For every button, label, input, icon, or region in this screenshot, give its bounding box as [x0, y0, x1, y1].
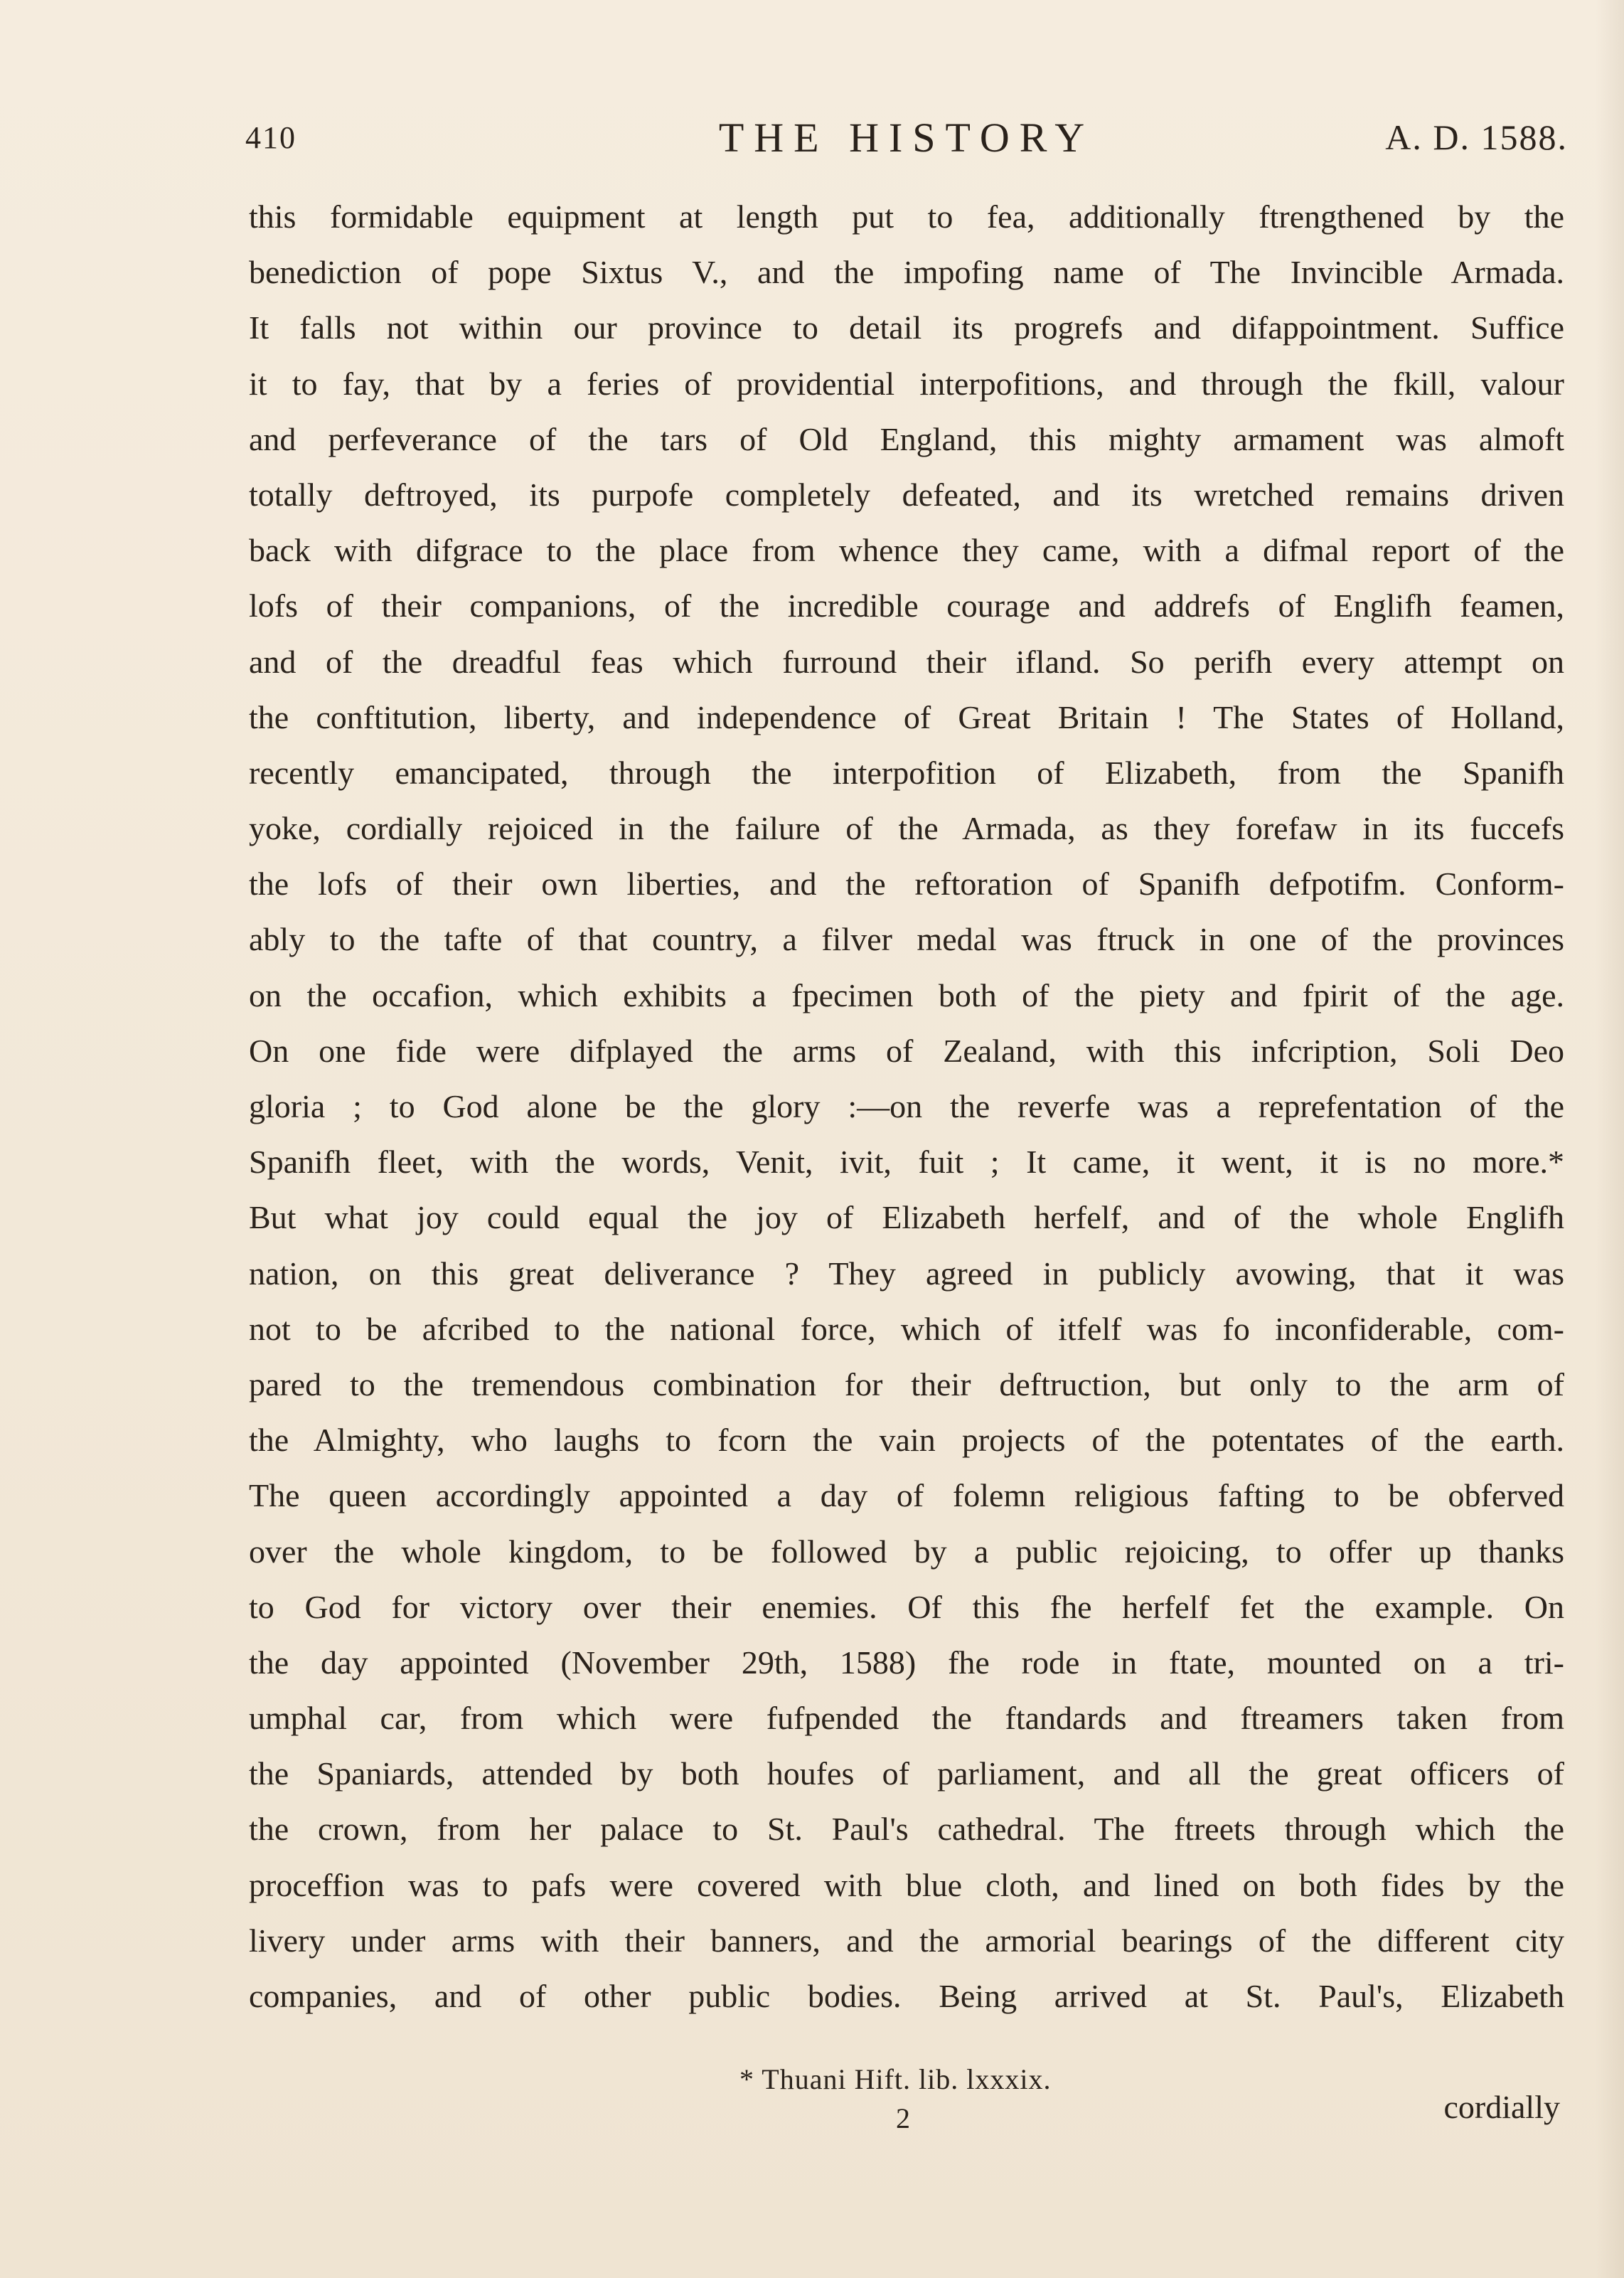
- body-text: [249, 189, 1564, 2024]
- text-line: and of the dreadful feas which furround their ifland. So perifh every attempt on: [249, 643, 1564, 680]
- text-line: pared to the tremendous combination for their deftruction, but only to the arm of: [249, 1366, 1564, 1403]
- text-line: the crown, from her palace to St. Paul's cathedral. The ftreets through which the: [249, 1811, 1564, 1848]
- footnote: * Thuani Hift. lib. lxxxix.: [739, 2063, 1052, 2095]
- text-line: the Spaniards, attended by both houfes of parliament, and all the great officers of: [249, 1755, 1564, 1792]
- text-line: this formidable equipment at length put to fea, additionally ftrengthened by the: [249, 198, 1564, 235]
- text-line: over the whole kingdom, to be followed by a public rejoicing, to offer up thanks: [249, 1533, 1564, 1570]
- text-line: and perfeverance of the tars of Old England, this mighty armament was almoft: [249, 420, 1564, 457]
- text-line: umphal car, from which were fufpended the ftandards and ftreamers taken from: [249, 1700, 1564, 1737]
- year-marginal: A. D. 1588.: [1385, 117, 1568, 157]
- text-line: recently emancipated, through the interpofition of Elizabeth, from the Spanifh: [249, 754, 1564, 791]
- text-line: on the occafion, which exhibits a fpecimen both of the piety and fpirit of the age.: [249, 976, 1564, 1013]
- text-line: not to be afcribed to the national force, which of itfelf was fo inconfiderable, com-: [249, 1310, 1564, 1347]
- page-number: 410: [245, 120, 297, 155]
- text-line: But what joy could equal the joy of Elizabeth herfelf, and of the whole Englifh: [249, 1199, 1564, 1236]
- text-line: livery under arms with their banners, and the armorial bearings of the different city: [249, 1922, 1564, 1959]
- text-line: back with difgrace to the place from whence they came, with a difmal report of the: [249, 532, 1564, 569]
- text-line: the Almighty, who laughs to fcorn the vain projects of the potentates of the earth.: [249, 1422, 1564, 1459]
- running-title: THE HISTORY: [718, 115, 1095, 161]
- text-line: Spanifh fleet, with the words, Venit, ivit, fuit ; It came, it went, it is no more.*: [249, 1144, 1564, 1181]
- text-line: ably to the tafte of that country, a filver medal was ftruck in one of the provinces: [249, 921, 1564, 958]
- text-line: The queen accordingly appointed a day of folemn religious fafting to be obferved: [249, 1477, 1564, 1514]
- catchword: cordially: [1443, 2089, 1560, 2125]
- text-line: yoke, cordially rejoiced in the failure of the Armada, as they forefaw in its fuccefs: [249, 810, 1564, 847]
- text-line: companies, and of other public bodies. Being arrived at St. Paul's, Elizabeth: [249, 1978, 1564, 2014]
- text-line: benediction of pope Sixtus V., and the impofing name of The Invincible Armada.: [249, 254, 1564, 291]
- text-line: to God for victory over their enemies. Of this fhe herfelf fet the example. On: [249, 1588, 1564, 1625]
- text-line: It falls not within our province to detail its progrefs and difappointment. Suffice: [249, 309, 1564, 346]
- text-line: On one fide were difplayed the arms of Zealand, with this infcription, Soli Deo: [249, 1032, 1564, 1069]
- text-line: the day appointed (November 29th, 1588) fhe rode in ftate, mounted on a tri-: [249, 1644, 1564, 1681]
- signature-mark: 2: [896, 2102, 910, 2134]
- text-line: gloria ; to God alone be the glory :—on the reverfe was a reprefentation of the: [249, 1088, 1564, 1124]
- text-line: lofs of their companions, of the incredible courage and addrefs of Englifh feamen,: [249, 587, 1564, 624]
- text-line: the conftitution, liberty, and independence of Great Britain ! The States of Holland,: [249, 698, 1564, 735]
- text-line: nation, on this great deliverance ? They agreed in publicly avowing, that it was: [249, 1255, 1564, 1292]
- page-edge-shadow: [1596, 0, 1624, 2278]
- running-header: [245, 114, 1568, 171]
- text-line: it to fay, that by a feries of providential interpofitions, and through the fkill, valour: [249, 365, 1564, 402]
- text-line: totally deftroyed, its purpofe completely defeated, and its wretched remains driven: [249, 476, 1564, 513]
- text-line: proceffion was to pafs were covered with blue cloth, and lined on both fides by the: [249, 1866, 1564, 1903]
- text-line: the lofs of their own liberties, and the reftoration of Spanifh defpotifm. Conform-: [249, 866, 1564, 903]
